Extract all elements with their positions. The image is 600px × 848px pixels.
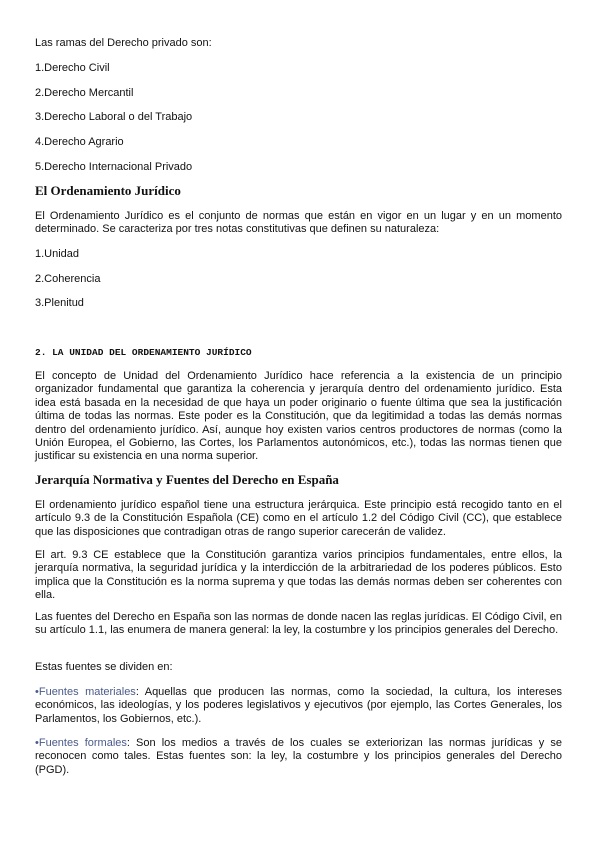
unidad-heading: 2. LA UNIDAD DEL ORDENAMIENTO JURÍDICO [35,347,252,358]
fuentes-paragraph: Las fuentes del Derecho en España son las normas de donde nacen las reglas jurídicas. El Código Civil, en su artículo 1.1, las enumera de manera general: la ley, la costumbre y los principios generales del Derecho. [35,611,562,637]
fuentes-formales-label: •Fuentes formales [35,737,127,749]
rama-item: 1.Derecho Civil [35,62,110,74]
rama-item: 2.Derecho Mercantil [35,87,134,99]
jerarquia-paragraph-1: El ordenamiento jurídico español tiene una estructura jerárquica. Este principio está recogido tanto en el artículo 9.3 de la Constitución Española (CE) como en el artículo 1.2 del Código Civil (CC), que establece que las disposiciones que contradigan otras de rango superior carecerán de validez. [35,499,562,538]
fuentes-divide-text: Estas fuentes se dividen en: [35,661,173,673]
fuentes-formales-item [35,737,562,777]
rama-item: 4.Derecho Agrario [35,136,124,148]
fuentes-materiales-label: •Fuentes materiales [35,686,136,698]
nota-item: 3.Plenitud [35,297,84,309]
fuentes-materiales-item [35,686,562,726]
rama-item: 3.Derecho Laboral o del Trabajo [35,111,193,123]
ordenamiento-paragraph: El Ordenamiento Jurídico es el conjunto de normas que están en vigor en un lugar y en un momento determinado. Se caracteriza por tres notas constitutivas que definen su naturaleza: [35,210,562,236]
jerarquia-paragraph-2: El art. 9.3 CE establece que la Constitución garantiza varios principios fundamentales, entre ellos, la jerarquía normativa, la seguridad jurídica y la interdicción de la arbitrariedad de los poderes públicos. Esto implica que la Constitución es la norma suprema y que todas las demás normas deben ser coherentes con ella. [35,549,562,602]
unidad-paragraph: El concepto de Unidad del Ordenamiento Jurídico hace referencia a la existencia de un principio organizador fundamental que garantiza la coherencia y jerarquía dentro del ordenamiento jurídico. Esta idea está basada en la necesidad de que haya un poder originario o fuente última que sea la justificación última de todas las normas. Este poder es la Constitución, que da legitimidad a todas las demás normas dentro del ordenamiento jurídico. Así, aunque hoy existen varios centros productores de normas (como la Unión Europea, el Gobierno, las Cortes, los Parlamentos autonómicos, etc.), todas las normas tienen que justificar su existencia en una norma superior. [35,370,562,463]
jerarquia-heading: Jerarquía Normativa y Fuentes del Derecho en España [35,472,339,487]
nota-item: 2.Coherencia [35,273,101,285]
nota-item: 1.Unidad [35,248,80,260]
ordenamiento-heading: El Ordenamiento Jurídico [35,183,181,198]
intro-text: Las ramas del Derecho privado son: [35,37,212,49]
fuentes-formales-text: : Son los medios a través de los cuales se exteriorizan las normas jurídicas y se reconocen como tales. Estas fuentes son: la ley, la costumbre y los principios generales del Derecho (PGD). [35,737,563,776]
rama-item: 5.Derecho Internacional Privado [35,161,193,173]
fuentes-materiales-text: : Aquellas que producen las normas, como la sociedad, la cultura, los intereses económicos, las ideologías, y los poderes legislativos y ejecutivos (por ejemplo, las Cortes Generales, los Parlamentos, los Gobiernos, etc.). [35,686,562,725]
